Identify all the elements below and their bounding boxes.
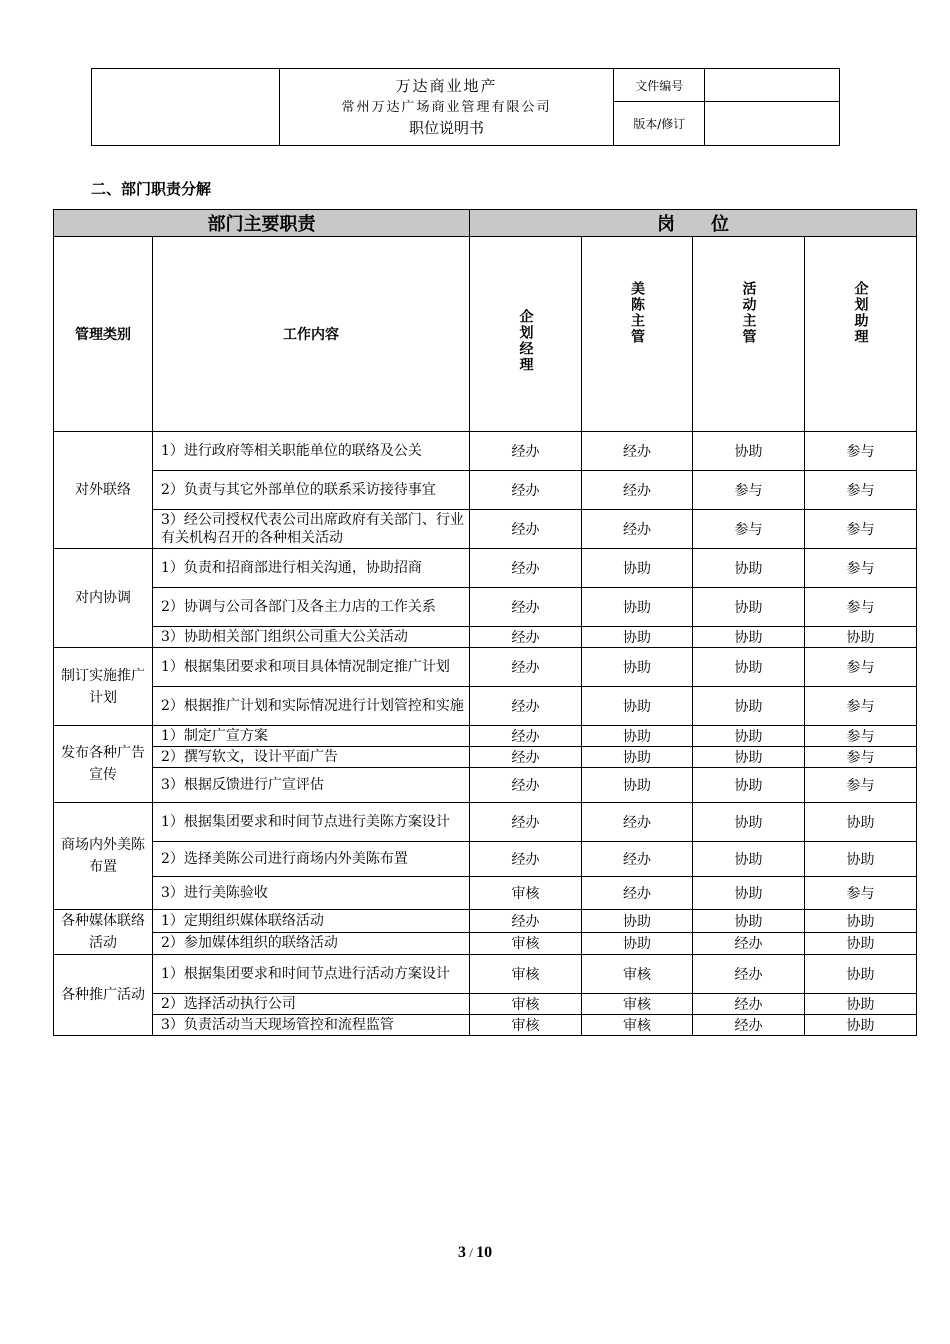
role-value-cell: 协助 [693, 726, 805, 747]
section-title: 二、部门职责分解 [91, 180, 212, 198]
table-row [54, 588, 917, 627]
role-value-cell: 参与 [805, 747, 917, 768]
company-fullname: 常州万达广场商业管理有限公司 [341, 99, 552, 115]
role-value-cell: 协助 [582, 549, 693, 588]
table-row [54, 648, 917, 687]
col-position-header [693, 237, 805, 432]
role-value-cell: 参与 [805, 877, 917, 910]
category-cell: 商场内外美陈布置 [54, 803, 153, 910]
role-value-cell: 协助 [805, 955, 917, 994]
table-row [54, 747, 917, 768]
category-cell: 各种媒体联络活动 [54, 910, 153, 955]
table-row [54, 842, 917, 877]
role-value-cell: 协助 [582, 747, 693, 768]
role-value-cell: 经办 [582, 842, 693, 877]
doc-number-value [705, 69, 840, 102]
role-value-cell: 协助 [805, 803, 917, 842]
table-row [54, 726, 917, 747]
role-value-cell: 审核 [470, 994, 582, 1015]
role-value-cell: 协助 [805, 842, 917, 877]
role-value-cell: 协助 [805, 932, 917, 955]
document-header [91, 68, 840, 146]
role-value-cell: 协助 [582, 768, 693, 803]
role-value-cell: 协助 [693, 842, 805, 877]
table-row [54, 803, 917, 842]
role-value-cell: 经办 [470, 842, 582, 877]
task-cell: 3）协助相关部门组织公司重大公关活动 [153, 627, 470, 648]
col-content-header: 工作内容 [153, 237, 470, 432]
group-header-row [54, 210, 917, 237]
role-value-cell: 协助 [693, 549, 805, 588]
position-label: 企划助理 [852, 281, 869, 345]
role-value-cell: 经办 [693, 932, 805, 955]
task-cell: 3）经公司授权代表公司出席政府有关部门、行业有关机构召开的各种相关活动 [153, 510, 470, 549]
table-row [54, 955, 917, 994]
table-row [54, 627, 917, 648]
group-positions-header: 岗 位 [470, 210, 917, 237]
category-cell: 发布各种广告宣传 [54, 726, 153, 803]
role-value-cell: 协助 [582, 627, 693, 648]
doc-title: 职位说明书 [409, 118, 485, 137]
role-value-cell: 经办 [470, 803, 582, 842]
category-cell: 制订实施推广计划 [54, 648, 153, 726]
task-cell: 2）参加媒体组织的联络活动 [153, 932, 470, 955]
role-value-cell: 经办 [470, 627, 582, 648]
col-category-header: 管理类别 [54, 237, 153, 432]
task-cell: 1）根据集团要求和时间节点进行美陈方案设计 [153, 803, 470, 842]
role-value-cell: 经办 [582, 432, 693, 471]
table-row [54, 471, 917, 510]
category-cell: 各种推广活动 [54, 955, 153, 1036]
task-cell: 2）选择活动执行公司 [153, 994, 470, 1015]
table-row [54, 994, 917, 1015]
role-value-cell: 审核 [470, 1015, 582, 1036]
task-cell: 2）协调与公司各部门及各主力店的工作关系 [153, 588, 470, 627]
role-value-cell: 经办 [470, 768, 582, 803]
col-position-header [582, 237, 693, 432]
role-value-cell: 协助 [582, 588, 693, 627]
task-cell: 3）负责活动当天现场管控和流程监管 [153, 1015, 470, 1036]
task-cell: 1）负责和招商部进行相关沟通，协助招商 [153, 549, 470, 588]
task-cell: 1）定期组织媒体联络活动 [153, 910, 470, 933]
role-value-cell: 协助 [582, 726, 693, 747]
table-row [54, 549, 917, 588]
col-position-header [805, 237, 917, 432]
role-value-cell: 协助 [693, 747, 805, 768]
page-sep: / [465, 1245, 477, 1260]
position-label: 活动主管 [740, 281, 757, 345]
category-cell: 对外联络 [54, 432, 153, 549]
table-row [54, 877, 917, 910]
group-duties-header: 部门主要职责 [54, 210, 470, 237]
role-value-cell: 经办 [470, 648, 582, 687]
role-value-cell: 协助 [582, 687, 693, 726]
role-value-cell: 经办 [582, 877, 693, 910]
role-value-cell: 参与 [805, 648, 917, 687]
table-row [54, 432, 917, 471]
role-value-cell: 协助 [805, 994, 917, 1015]
role-value-cell: 协助 [693, 877, 805, 910]
role-value-cell: 参与 [805, 687, 917, 726]
role-value-cell: 参与 [805, 432, 917, 471]
task-cell: 3）进行美陈验收 [153, 877, 470, 910]
role-value-cell: 协助 [693, 588, 805, 627]
role-value-cell: 协助 [693, 627, 805, 648]
role-value-cell: 审核 [470, 955, 582, 994]
role-value-cell: 参与 [805, 726, 917, 747]
page-number [0, 1244, 950, 1262]
role-value-cell: 参与 [805, 471, 917, 510]
role-value-cell: 审核 [582, 1015, 693, 1036]
role-value-cell: 经办 [470, 726, 582, 747]
table-row [54, 768, 917, 803]
responsibility-table [53, 209, 917, 1036]
page-total: 10 [476, 1244, 493, 1261]
role-value-cell: 参与 [693, 471, 805, 510]
doc-number-label: 文件编号 [614, 69, 705, 102]
role-value-cell: 协助 [582, 648, 693, 687]
task-cell: 2）根据推广计划和实际情况进行计划管控和实施 [153, 687, 470, 726]
role-value-cell: 参与 [805, 588, 917, 627]
column-header-row [54, 237, 917, 432]
table-row [54, 687, 917, 726]
role-value-cell: 经办 [470, 432, 582, 471]
role-value-cell: 协助 [582, 932, 693, 955]
role-value-cell: 经办 [582, 510, 693, 549]
role-value-cell: 协助 [582, 910, 693, 933]
role-value-cell: 协助 [805, 627, 917, 648]
category-cell: 对内协调 [54, 549, 153, 648]
role-value-cell: 协助 [693, 687, 805, 726]
version-label: 版本/修订 [614, 102, 705, 146]
table-row [54, 932, 917, 955]
header-title-cell [279, 69, 614, 146]
task-cell: 1）制定广宣方案 [153, 726, 470, 747]
position-label: 企划经理 [517, 309, 534, 373]
role-value-cell: 经办 [693, 955, 805, 994]
logo-cell [92, 69, 280, 146]
role-value-cell: 审核 [582, 994, 693, 1015]
task-cell: 2）撰写软文，设计平面广告 [153, 747, 470, 768]
task-cell: 1）进行政府等相关职能单位的联络及公关 [153, 432, 470, 471]
task-cell: 2）选择美陈公司进行商场内外美陈布置 [153, 842, 470, 877]
role-value-cell: 审核 [470, 932, 582, 955]
task-cell: 3）根据反馈进行广宣评估 [153, 768, 470, 803]
role-value-cell: 经办 [470, 510, 582, 549]
role-value-cell: 协助 [693, 432, 805, 471]
role-value-cell: 经办 [470, 549, 582, 588]
role-value-cell: 参与 [805, 768, 917, 803]
role-value-cell: 经办 [470, 687, 582, 726]
company-name: 万达商业地产 [395, 76, 498, 95]
page-current: 3 [457, 1244, 466, 1261]
table-row [54, 1015, 917, 1036]
role-value-cell: 协助 [693, 803, 805, 842]
role-value-cell: 经办 [470, 747, 582, 768]
role-value-cell: 审核 [582, 955, 693, 994]
role-value-cell: 协助 [805, 910, 917, 933]
task-cell: 1）根据集团要求和时间节点进行活动方案设计 [153, 955, 470, 994]
role-value-cell: 参与 [693, 510, 805, 549]
role-value-cell: 经办 [582, 471, 693, 510]
table-row [54, 910, 917, 933]
role-value-cell: 经办 [470, 588, 582, 627]
role-value-cell: 协助 [805, 1015, 917, 1036]
role-value-cell: 协助 [693, 648, 805, 687]
col-position-header [470, 237, 582, 432]
role-value-cell: 经办 [582, 803, 693, 842]
role-value-cell: 参与 [805, 510, 917, 549]
role-value-cell: 协助 [693, 910, 805, 933]
role-value-cell: 审核 [470, 877, 582, 910]
task-cell: 1）根据集团要求和项目具体情况制定推广计划 [153, 648, 470, 687]
version-value [705, 102, 840, 146]
role-value-cell: 经办 [693, 1015, 805, 1036]
role-value-cell: 参与 [805, 549, 917, 588]
role-value-cell: 经办 [470, 471, 582, 510]
role-value-cell: 协助 [693, 768, 805, 803]
position-label: 美陈主管 [629, 281, 645, 345]
role-value-cell: 经办 [470, 910, 582, 933]
table-row [54, 510, 917, 549]
task-cell: 2）负责与其它外部单位的联系采访接待事宜 [153, 471, 470, 510]
role-value-cell: 经办 [693, 994, 805, 1015]
